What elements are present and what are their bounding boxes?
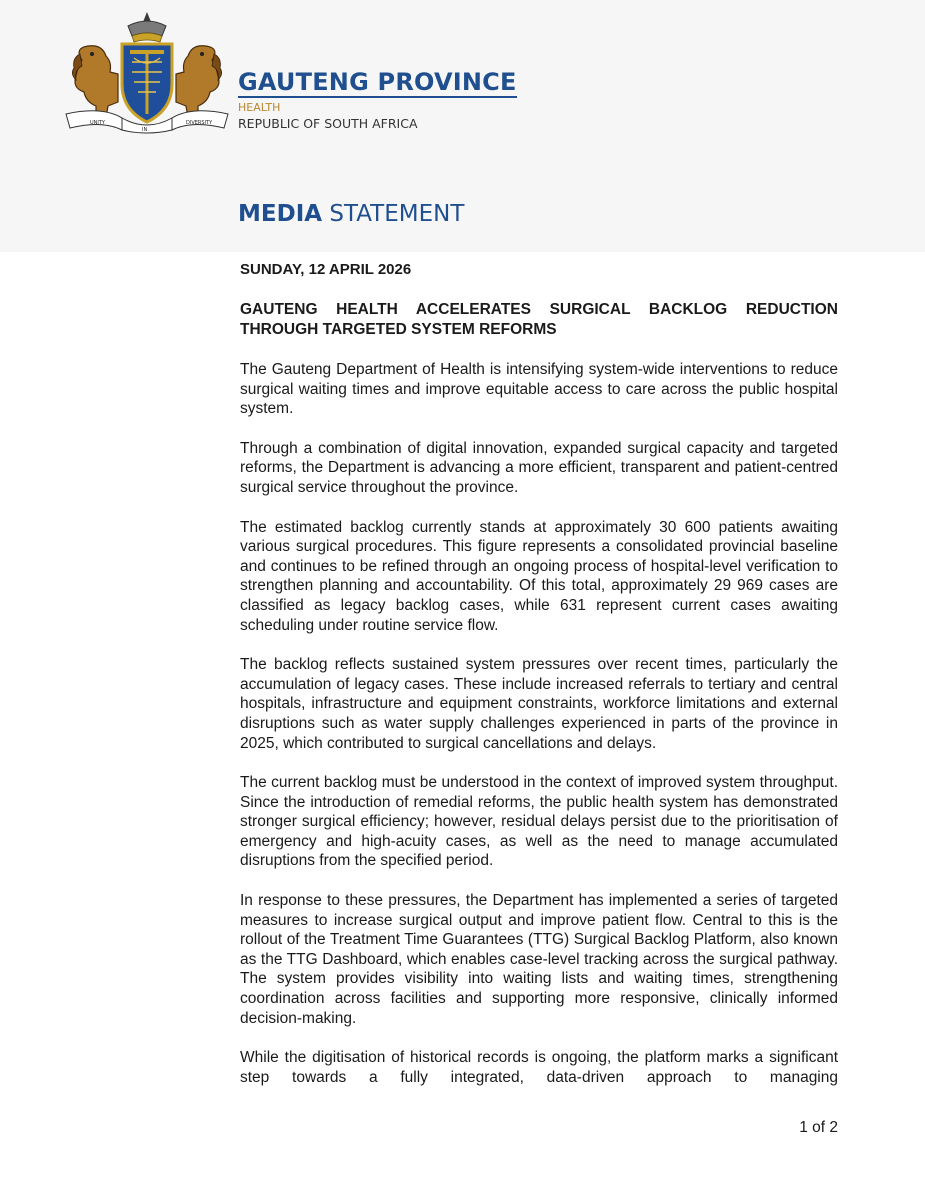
paragraph: The backlog reflects sustained system pressures over recent times, particularly the accumulation of legacy cases. These include increased referrals to tertiary and central hospitals, infrastructure and equipment constraints, workforce limitations and external disruptions such as water supply challenges experienced in parts of the province in 2025, which contributed to surgical cancellations and delays. (240, 656, 838, 752)
statement-body (240, 260, 838, 1087)
doc-type-light: STATEMENT (322, 201, 465, 227)
motto-diversity: DIVERSITY (186, 120, 213, 126)
motto-in: IN (142, 127, 148, 133)
motto-unity: UNITY (90, 120, 105, 126)
org-department: HEALTH (238, 101, 281, 114)
paragraph: The Gauteng Department of Health is intensifying system-wide interventions to reduce surgical waiting times and improve equitable access to care across the public hospital system. (240, 361, 838, 418)
doc-type-bold: MEDIA (238, 201, 323, 227)
coat-of-arms-logo (62, 10, 232, 135)
paragraph: While the digitisation of historical records is ongoing, the platform marks a significant step towards a fully integrated, data-driven approach to managing (240, 1049, 838, 1086)
paragraph: Through a combination of digital innovation, expanded surgical capacity and targeted reforms, the Department is advancing a more efficient, transparent and patient-centred surgical service throughout the province. (240, 439, 838, 496)
document-type-heading (238, 200, 464, 228)
org-country: REPUBLIC OF SOUTH AFRICA (238, 116, 418, 131)
paragraph: The estimated backlog currently stands at approximately 30 600 patients awaiting various surgical procedures. This figure represents a consolidated provincial baseline and continues to be refined through an ongoing process of hospital-level verification to strengthen planning and accountability. Of this total, approximately 29 969 cases are classified as legacy backlog cases, while 631 represent current cases awaiting scheduling under routine service flow. (240, 518, 838, 634)
paragraph: In response to these pressures, the Department has implemented a series of targeted measures to increase surgical output and improve patient flow. Central to this is the rollout of the Treatment Time Guarantees (TTG) Surgical Backlog Platform, also known as the TTG Dashboard, which enables case-level tracking across the surgical pathway. The system provides visibility into waiting lists and waiting times, strengthening coordination across facilities and supporting more responsive, clinically informed decision-making. (240, 892, 838, 1027)
page-number: 1 of 2 (799, 1119, 838, 1136)
paragraph: The current backlog must be understood in the context of improved system throughput. Since the introduction of remedial reforms, the public health system has demonstrated stronger surgical efficiency; however, residual delays persist due to the prioritisation of emergency and high-acuity cases, as well as the need to manage accumulated disruptions from the specified period. (240, 774, 838, 870)
org-title: GAUTENG PROVINCE (238, 68, 517, 96)
organisation-block (238, 68, 517, 131)
statement-headline: GAUTENG HEALTH ACCELERATES SURGICAL BACKLOG REDUCTION THROUGH TARGETED SYSTEM REFORMS (240, 301, 838, 338)
statement-date: SUNDAY, 12 APRIL 2026 (240, 261, 412, 278)
